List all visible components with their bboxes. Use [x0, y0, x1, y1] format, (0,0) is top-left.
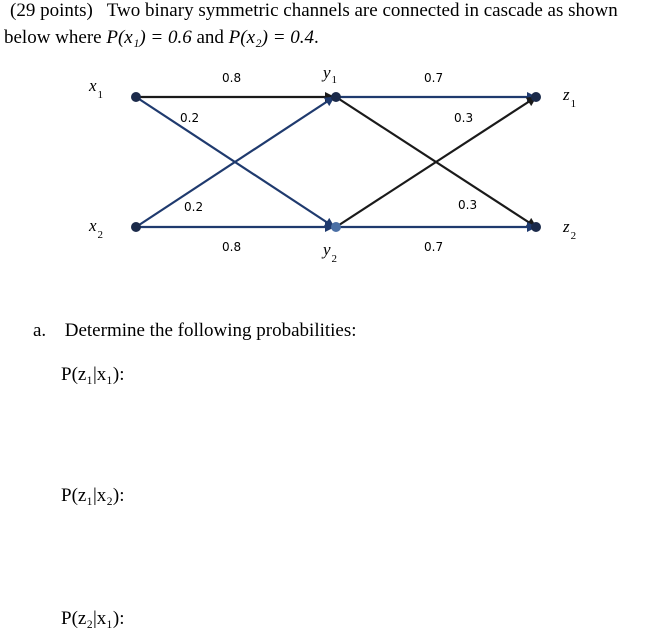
cascade-channel-diagram: [0, 60, 657, 290]
label-x1: $x_1$: [89, 76, 104, 101]
prob-x2-y1: 0.2: [184, 200, 204, 214]
problem-text-cont: below where: [4, 27, 107, 48]
prob-x2-y2: 0.8: [222, 240, 242, 254]
label-y1: $y_1$: [323, 63, 338, 86]
node-y1: [331, 92, 341, 102]
problem-statement-line2: [4, 27, 319, 49]
problem-text: Two binary symmetric channels are connected in cascade as shown: [106, 0, 618, 21]
node-x2: [131, 222, 141, 232]
node-z1: [531, 92, 541, 102]
prob-x1-y1: 0.8: [222, 71, 242, 85]
prob-y2-z2: 0.7: [424, 240, 444, 254]
points-label: (29 points): [10, 0, 93, 21]
question-label: a.: [33, 320, 47, 341]
prob-y2-z1: 0.3: [458, 198, 478, 212]
prob-item-2: P(z₁|x₂):: [61, 485, 125, 506]
prob-x1-expr: P(x₁) = 0.6: [106, 27, 192, 48]
and-word: and: [191, 27, 229, 48]
question-text: Determine the following probabilities:: [64, 320, 357, 341]
label-y2: $y_2$: [323, 240, 338, 265]
prob-x1-y2: 0.2: [180, 111, 200, 125]
problem-statement-line1: [10, 0, 618, 22]
question-a: [33, 320, 357, 342]
node-y2: [331, 222, 341, 232]
prob-y1-z1: 0.7: [424, 71, 444, 85]
node-z2: [531, 222, 541, 232]
label-x2: $x_2$: [89, 216, 104, 241]
prob-item-1: P(z₁|x₁):: [61, 364, 125, 385]
prob-item-3: P(z₂|x₁):: [61, 608, 125, 629]
label-z2: $z_2$: [563, 217, 577, 242]
period: .: [314, 27, 319, 48]
label-z1: $z_1$: [563, 85, 577, 110]
node-x1: [131, 92, 141, 102]
prob-y1-z2: 0.3: [454, 111, 474, 125]
prob-x2-expr: P(x₂) = 0.4: [228, 27, 315, 48]
